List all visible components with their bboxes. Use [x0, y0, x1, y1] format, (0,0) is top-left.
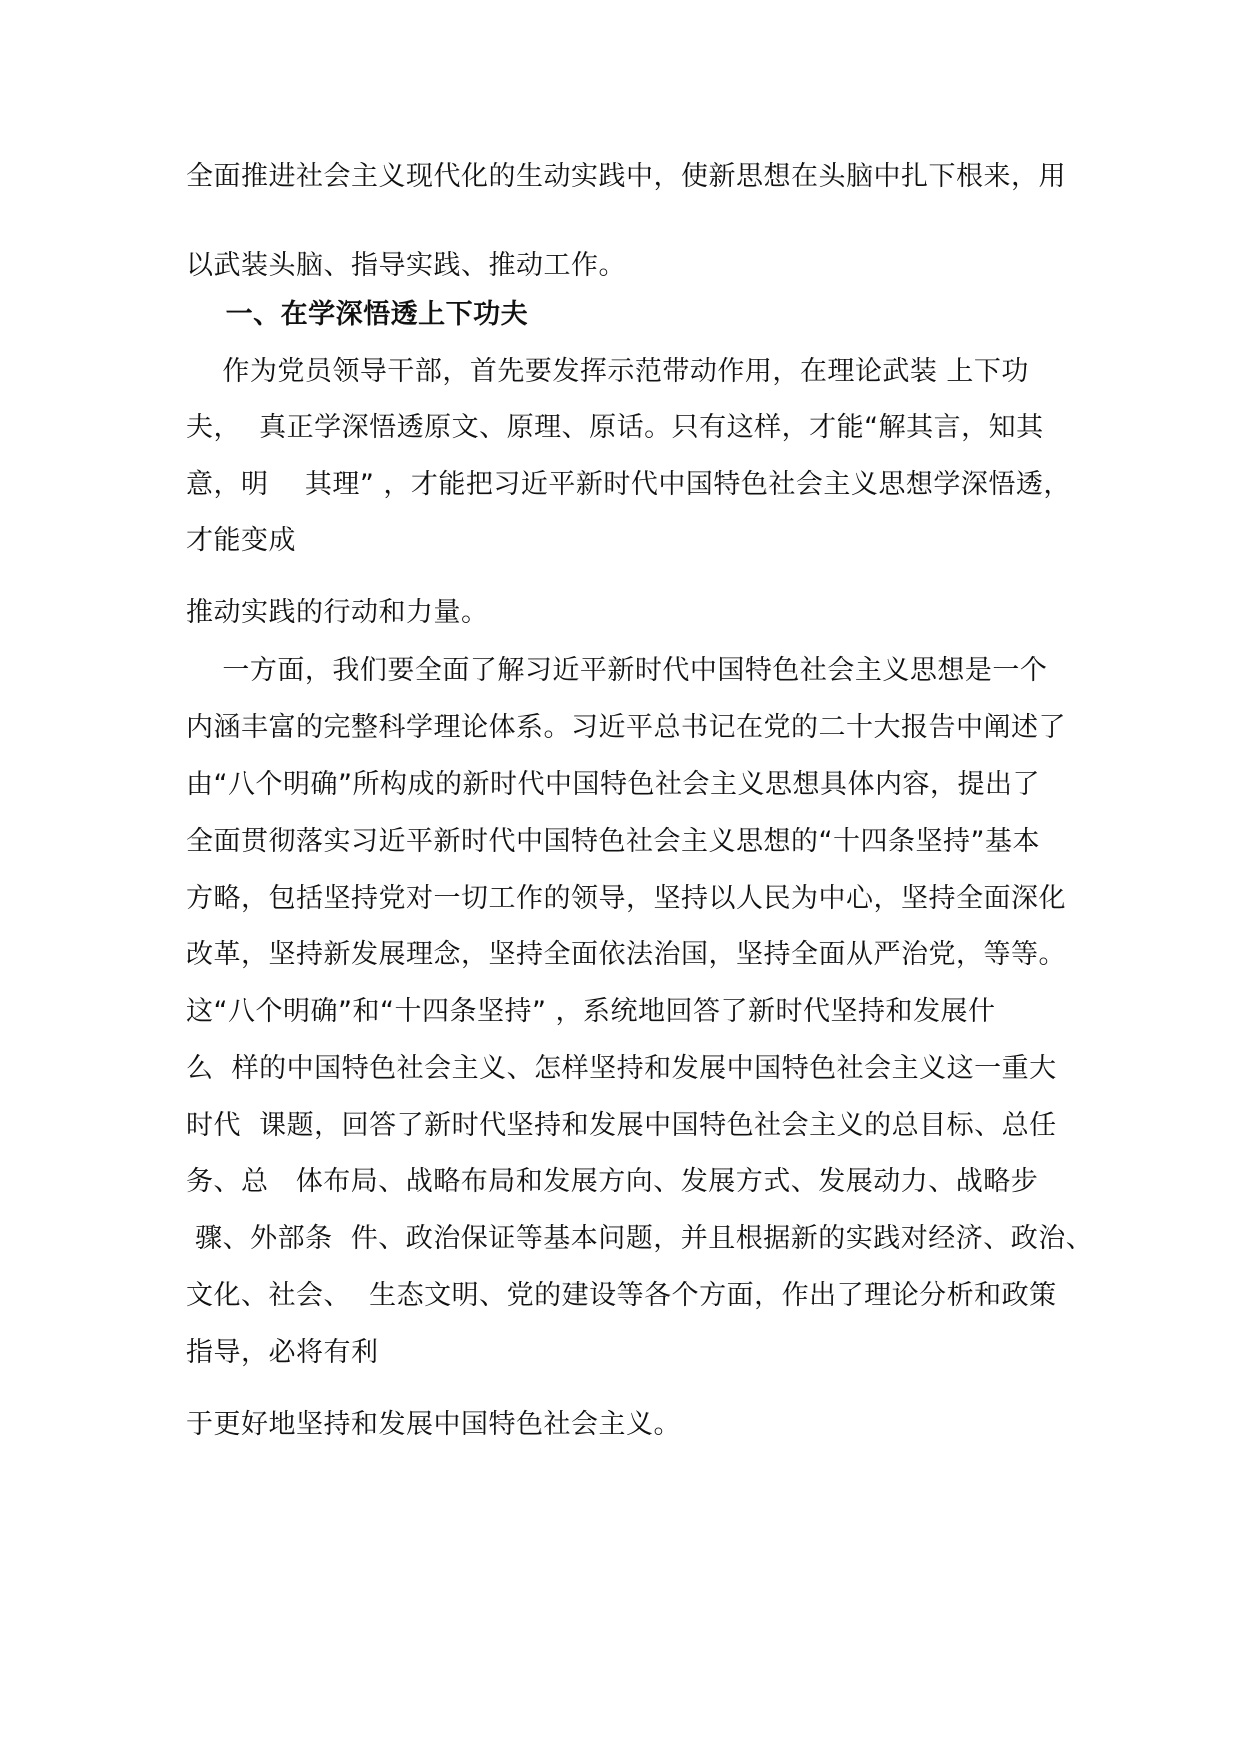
text-line: 才能变成 — [186, 525, 296, 556]
text-line: 么 样的中国特色社会主义、怎样坚持和发展中国特色社会主义这一重大 — [186, 1053, 1057, 1084]
text-line: 文化、社会、 生态文明、党的建设等各个方面，作出了理论分析和政策 — [186, 1280, 1057, 1311]
text-line: 时代 课题，回答了新时代坚持和发展中国特色社会主义的总目标、总任 — [186, 1110, 1057, 1141]
section-heading: 一、在学深悟透上下功夫 — [186, 299, 529, 330]
text-line: 内涵丰富的完整科学理论体系。习近平总书记在党的二十大报告中阐述了 — [186, 712, 1066, 743]
text-line: 作为党员领导干部，首先要发挥示范带动作用，在理论武装 上下功 — [186, 356, 1029, 387]
text-line: 这“八个明确”和“十四条坚持” ，系统地回答了新时代坚持和发展什 — [186, 996, 996, 1027]
text-line: 于更好地坚持和发展中国特色社会主义。 — [186, 1409, 681, 1440]
text-line: 由“八个明确”所构成的新时代中国特色社会主义思想具体内容，提出了 — [186, 769, 1040, 800]
text-line: 全面推进社会主义现代化的生动实践中，使新思想在头脑中扎下根来，用 — [186, 161, 1066, 192]
text-line: 改革，坚持新发展理念，坚持全面依法治国，坚持全面从严治党，等等。 — [186, 939, 1066, 970]
text-line: 指导，必将有利 — [186, 1337, 379, 1368]
text-line: 夫， 真正学深悟透原文、原理、原话。只有这样，才能“解其言，知其 — [186, 412, 1044, 443]
text-line: 推动实践的行动和力量。 — [186, 597, 489, 628]
text-line: 全面贯彻落实习近平新时代中国特色社会主义思想的“十四条坚持”基本 — [186, 826, 1040, 857]
text-line: 方略，包括坚持党对一切工作的领导，坚持以人民为中心，坚持全面深化 — [186, 883, 1066, 914]
text-line: 务、总 体布局、战略布局和发展方向、发展方式、发展动力、战略步 — [186, 1166, 1039, 1197]
text-line: 一方面，我们要全面了解习近平新时代中国特色社会主义思想是一个 — [186, 655, 1048, 686]
text-line: 意，明 其理” ，才能把习近平新时代中国特色社会主义思想学深悟透， — [186, 469, 1071, 500]
text-line: 以武装头脑、指导实践、推动工作。 — [186, 250, 626, 281]
text-line: 骤、外部条 件、政治保证等基本问题，并且根据新的实践对经济、政治、 — [186, 1223, 1094, 1254]
